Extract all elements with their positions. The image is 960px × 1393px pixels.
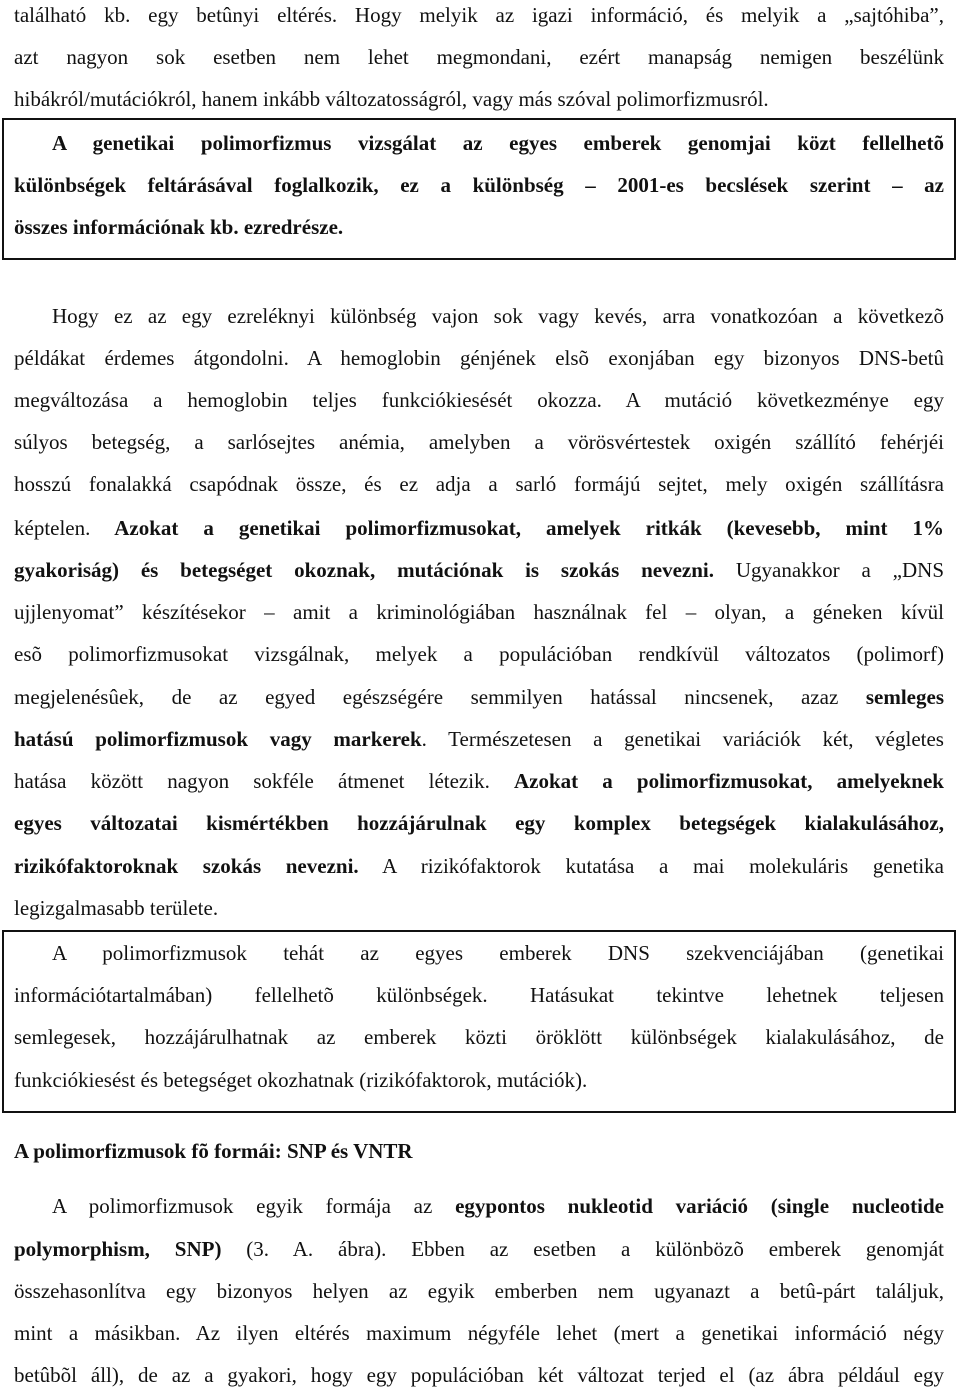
box-line: összes információnak kb. ezredrésze. [14, 215, 344, 239]
text-line: betûbõl áll), de az a gyakori, hogy egy populációban két változat terjed el (az ábra például egy [14, 1363, 944, 1387]
text-line: található kb. egy betûnyi eltérés. Hogy melyik az igazi információ, és melyik a „sajtóhiba”, [14, 3, 944, 27]
text-line: példákat érdemes átgondolni. A hemoglobin génjének elsõ exonjában egy bizonyos DNS-betû [14, 346, 944, 370]
text-line: hosszú fonalakká csapódnak össze, és ez adja a sarló formájú sejtet, mely oxigén szállításra [14, 472, 944, 496]
text-line: hibákról/mutációkról, hanem inkább változatosságról, vagy más szóval polimorfizmusról. [14, 87, 769, 111]
box-line: információtartalmában) fellelhetõ különbségek. Hatásukat tekintve lehetnek teljesen [14, 983, 944, 1007]
text-line: összehasonlítva egy bizonyos helyen az egyik emberben nem ugyanazt a betû-párt találjuk, [14, 1279, 944, 1303]
text-line: Hogy ez az egy ezreléknyi különbség vajon sok vagy kevés, arra vonatkozóan a következõ [52, 304, 944, 328]
box-line: A genetikai polimorfizmus vizsgálat az egyes emberek genomjai közt fellelhetõ [52, 131, 944, 155]
text-line: hatású polimorfizmusok vagy markerek. Természetesen a genetikai variációk két, végletes [14, 727, 944, 751]
text-line: képtelen. Azokat a genetikai polimorfizmusokat, amelyek ritkák (kevesebb, mint 1% [14, 516, 944, 540]
text-line: esõ polimorfizmusokat vizsgálnak, melyek a populációban rendkívül változatos (polimorf) [14, 642, 944, 666]
box-line: funkciókiesést és betegséget okozhatnak (rizikófaktorok, mutációk). [14, 1068, 588, 1092]
text-line: mint a másikban. Az ilyen eltérés maximum négyféle lehet (mert a genetikai információ négy [14, 1321, 944, 1345]
text-line: megváltozása a hemoglobin teljes funkciókiesését okozza. A mutáció következménye egy [14, 388, 944, 412]
box-line: semlegesek, hozzájárulhatnak az emberek közti öröklött különbségek kialakulásához, de [14, 1025, 944, 1049]
text-line: ujjlenyomat” készítésekor – amit a kriminológiában használnak fel – olyan, a géneken kívül [14, 600, 944, 624]
text-line: hatása között nagyon sokféle átmenet létezik. Azokat a polimorfizmusokat, amelyeknek [14, 769, 944, 793]
text-line: megjelenésûek, de az egyed egészségére semmilyen hatással nincsenek, azaz semleges [14, 685, 944, 709]
text-line: rizikófaktoroknak szokás nevezni. A rizikófaktorok kutatása a mai molekuláris genetika [14, 854, 944, 878]
text-line: legizgalmasabb területe. [14, 896, 219, 920]
box-line: különbségek feltárásával foglalkozik, ez a különbség – 2001-es becslések szerint – az [14, 173, 944, 197]
text-line: azt nagyon sok esetben nem lehet megmondani, ezért manapság nemigen beszélünk [14, 45, 944, 69]
box-line: A polimorfizmusok tehát az egyes emberek DNS szekvenciájában (genetikai [52, 941, 944, 965]
text-line: súlyos betegség, a sarlósejtes anémia, amelyben a vörösvértestek oxigén szállító fehérjéi [14, 430, 944, 454]
text-line: gyakoriság) és betegséget okoznak, mutációnak is szokás nevezni. Ugyanakkor a „DNS [14, 558, 944, 582]
text-line: A polimorfizmusok egyik formája az egypontos nukleotid variáció (single nucleotide [52, 1194, 944, 1218]
text-line: polymorphism, SNP) (3. A. ábra). Ebben az esetben a különbözõ emberek genomját [14, 1237, 944, 1261]
section-heading: A polimorfizmusok fõ formái: SNP és VNTR [14, 1139, 413, 1163]
text-line: egyes változatai kismértékben hozzájárulnak egy komplex betegségek kialakulásához, [14, 811, 944, 835]
